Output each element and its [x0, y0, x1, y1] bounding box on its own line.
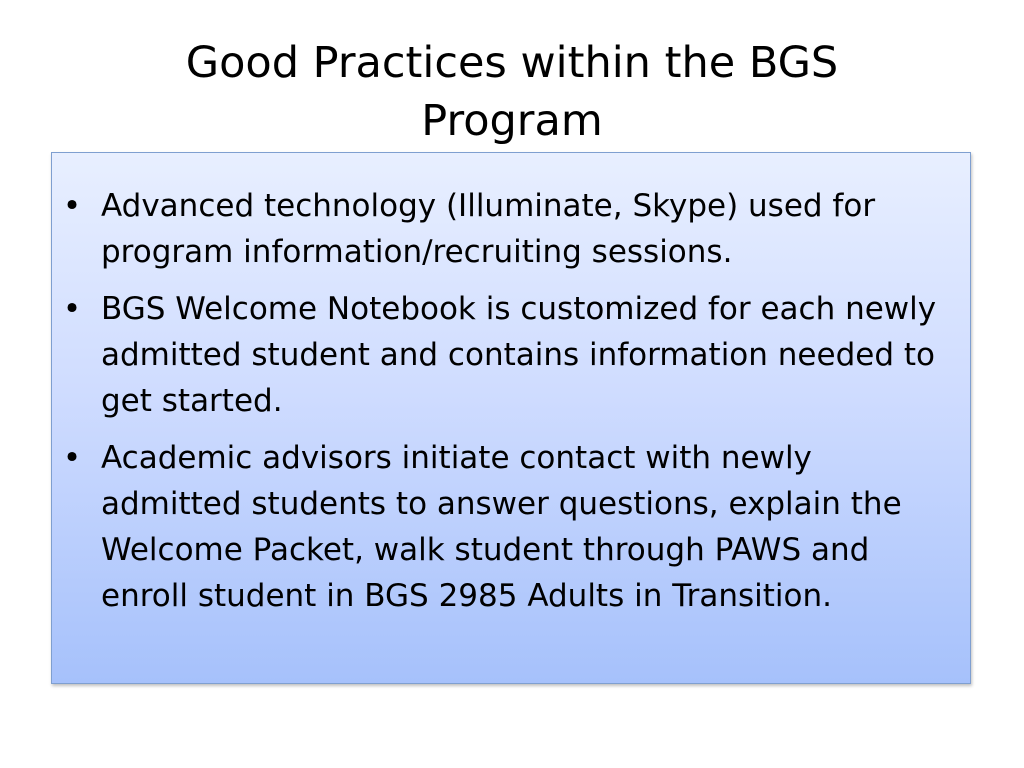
content-box — [51, 152, 971, 684]
bullet-list — [52, 183, 972, 630]
bullet-dot-icon: • — [62, 291, 82, 327]
bullet-text: Advanced technology (Illuminate, Skype) used for program information/recruiting sessions. — [101, 188, 876, 270]
bullet-text: Academic advisors initiate contact with newly admitted students to answer questions, explain the Welcome Packet, walk student through PAWS and enroll student in BGS 2985 Adults in Transition. — [101, 440, 902, 614]
bullet-item-technology — [52, 183, 972, 275]
bullet-text: BGS Welcome Notebook is customized for each newly admitted student and contains information needed to get started. — [101, 291, 937, 419]
bullet-item-welcome-notebook — [52, 286, 972, 424]
bullet-dot-icon: • — [62, 440, 82, 476]
bullet-dot-icon: • — [62, 188, 82, 224]
slide-title: Good Practices within the BGS Program — [185, 38, 839, 146]
bullet-item-academic-advisors — [52, 435, 972, 619]
